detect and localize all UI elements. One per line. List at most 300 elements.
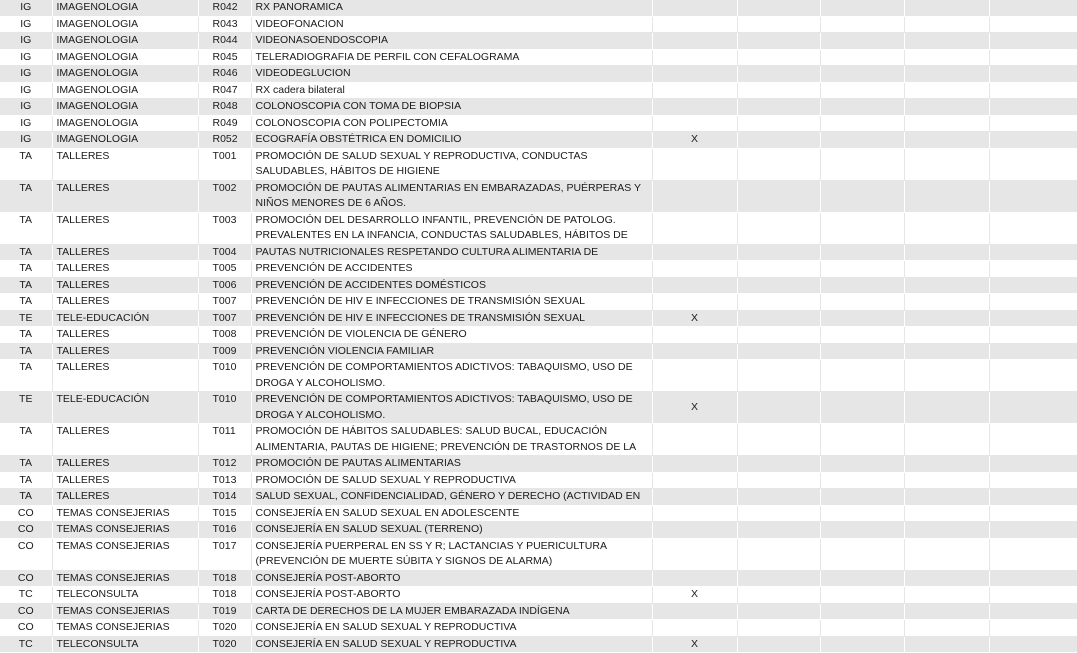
row-empty-cell [737,310,820,327]
row-empty-cell [989,603,1077,620]
row-empty-cell [989,538,1077,570]
row-empty-cell [737,570,820,587]
row-code: T018 [198,570,251,587]
table-row [0,456,1077,473]
row-empty-cell [904,49,989,66]
row-empty-cell [820,180,904,212]
row-empty-cell [989,132,1077,149]
row-empty-cell [737,489,820,506]
row-description: PREVENCIÓN DE ACCIDENTES [251,261,652,278]
row-code: T007 [198,310,251,327]
row-empty-cell [820,310,904,327]
row-check-mark: X [652,132,737,149]
row-description: RX PANORAMICA [251,0,652,16]
row-empty-cell [737,33,820,50]
row-check-mark [652,16,737,33]
row-check-mark [652,115,737,132]
row-empty-cell [904,522,989,539]
row-abbr: TA [0,472,52,489]
row-empty-cell [737,82,820,99]
row-category: TALLERES [52,424,198,456]
table-row [0,82,1077,99]
row-description: CONSEJERÍA EN SALUD SEXUAL EN ADOLESCENTE [251,505,652,522]
row-code: T011 [198,424,251,456]
row-abbr: CO [0,522,52,539]
row-empty-cell [820,49,904,66]
row-category: IMAGENOLOGIA [52,66,198,83]
row-abbr: TE [0,310,52,327]
row-empty-cell [904,0,989,16]
row-empty-cell [989,82,1077,99]
row-empty-cell [737,456,820,473]
row-code: R042 [198,0,251,16]
row-empty-cell [820,115,904,132]
row-empty-cell [820,392,904,424]
row-check-mark [652,261,737,278]
row-empty-cell [820,489,904,506]
row-empty-cell [904,277,989,294]
row-empty-cell [737,49,820,66]
row-abbr: TA [0,148,52,180]
table-row [0,392,1077,424]
row-description: PREVENCIÓN DE COMPORTAMIENTOS ADICTIVOS: TABAQUISMO, USO DE DROGA Y ALCOHOLISMO. [251,360,652,392]
row-empty-cell [989,392,1077,424]
table-row [0,327,1077,344]
row-empty-cell [904,82,989,99]
row-category: TEMAS CONSEJERIAS [52,522,198,539]
row-empty-cell [737,244,820,261]
row-description: CONSEJERÍA PUERPERAL EN SS Y R; LACTANCIAS Y PUERICULTURA (PREVENCIÓN DE MUERTE SÚBITA Y SIGNOS DE ALARMA) [251,538,652,570]
row-category: TELE-EDUCACIÓN [52,310,198,327]
table-row [0,261,1077,278]
row-empty-cell [989,570,1077,587]
row-code: T009 [198,343,251,360]
row-empty-cell [904,360,989,392]
row-description: PREVENCIÓN DE VIOLENCIA DE GÉNERO [251,327,652,344]
row-empty-cell [737,180,820,212]
row-code: T020 [198,636,251,653]
row-category: TEMAS CONSEJERIAS [52,505,198,522]
row-category: TALLERES [52,277,198,294]
table-row [0,33,1077,50]
row-empty-cell [820,360,904,392]
row-empty-cell [989,343,1077,360]
row-abbr: TA [0,424,52,456]
row-check-mark [652,294,737,311]
row-code: T008 [198,327,251,344]
row-empty-cell [737,472,820,489]
row-empty-cell [737,360,820,392]
table-row [0,636,1077,653]
row-empty-cell [989,99,1077,116]
table-row [0,148,1077,180]
row-description: SALUD SEXUAL, CONFIDENCIALIDAD, GÉNERO Y DERECHO (ACTIVIDAD EN [251,489,652,506]
row-abbr: IG [0,33,52,50]
table-row [0,522,1077,539]
row-category: TEMAS CONSEJERIAS [52,538,198,570]
row-check-mark [652,456,737,473]
row-empty-cell [820,33,904,50]
row-empty-cell [989,587,1077,604]
row-description: VIDEODEGLUCION [251,66,652,83]
row-empty-cell [989,0,1077,16]
row-abbr: TA [0,294,52,311]
table-row [0,277,1077,294]
row-description: PREVENCIÓN DE HIV E INFECCIONES DE TRANSMISIÓN SEXUAL [251,310,652,327]
row-empty-cell [820,327,904,344]
row-empty-cell [989,180,1077,212]
row-category: TALLERES [52,148,198,180]
row-check-mark [652,538,737,570]
row-category: TALLERES [52,472,198,489]
row-empty-cell [989,115,1077,132]
row-empty-cell [904,456,989,473]
row-empty-cell [989,310,1077,327]
row-description: CONSEJERÍA POST-ABORTO [251,587,652,604]
row-category: TALLERES [52,343,198,360]
row-code: T010 [198,360,251,392]
table-row [0,620,1077,637]
row-description: PREVENCIÓN DE ACCIDENTES DOMÉSTICOS [251,277,652,294]
row-empty-cell [820,636,904,653]
table-row [0,424,1077,456]
row-code: T015 [198,505,251,522]
row-category: TALLERES [52,294,198,311]
row-code: T012 [198,456,251,473]
row-abbr: IG [0,82,52,99]
row-empty-cell [737,0,820,16]
row-empty-cell [820,456,904,473]
row-category: IMAGENOLOGIA [52,132,198,149]
row-abbr: IG [0,115,52,132]
row-empty-cell [737,66,820,83]
row-code: T006 [198,277,251,294]
row-empty-cell [989,360,1077,392]
row-empty-cell [904,66,989,83]
row-category: TALLERES [52,180,198,212]
table-row [0,310,1077,327]
row-empty-cell [737,99,820,116]
row-check-mark [652,424,737,456]
row-category: TALLERES [52,244,198,261]
row-category: IMAGENOLOGIA [52,0,198,16]
row-empty-cell [904,132,989,149]
row-description: PROMOCIÓN DE HÁBITOS SALUDABLES: SALUD BUCAL, EDUCACIÓN ALIMENTARIA, PAUTAS DE HIGIENE; PREVENCIÓN DE TRASTORNOS DE LA [251,424,652,456]
row-code: T017 [198,538,251,570]
row-category: IMAGENOLOGIA [52,99,198,116]
table-row [0,244,1077,261]
row-description: PREVENCIÓN DE COMPORTAMIENTOS ADICTIVOS: TABAQUISMO, USO DE DROGA Y ALCOHOLISMO. [251,392,652,424]
row-empty-cell [989,261,1077,278]
row-abbr: TE [0,392,52,424]
row-empty-cell [737,522,820,539]
table-row [0,505,1077,522]
table-row [0,603,1077,620]
table-row [0,16,1077,33]
row-code: T010 [198,392,251,424]
row-empty-cell [737,603,820,620]
table-row [0,587,1077,604]
row-empty-cell [904,244,989,261]
row-empty-cell [820,261,904,278]
row-description: VIDEOFONACION [251,16,652,33]
row-empty-cell [737,132,820,149]
row-code: R045 [198,49,251,66]
row-category: IMAGENOLOGIA [52,82,198,99]
row-description: CONSEJERÍA EN SALUD SEXUAL (TERRENO) [251,522,652,539]
row-check-mark [652,0,737,16]
row-check-mark: X [652,310,737,327]
row-description: CONSEJERÍA POST-ABORTO [251,570,652,587]
row-empty-cell [989,489,1077,506]
row-empty-cell [989,294,1077,311]
row-category: IMAGENOLOGIA [52,115,198,132]
row-abbr: CO [0,603,52,620]
row-empty-cell [989,522,1077,539]
row-code: T014 [198,489,251,506]
row-check-mark [652,327,737,344]
row-description: RX cadera bilateral [251,82,652,99]
row-category: TALLERES [52,261,198,278]
row-description: PREVENCIÓN DE HIV E INFECCIONES DE TRANSMISIÓN SEXUAL [251,294,652,311]
row-check-mark [652,180,737,212]
row-abbr: CO [0,505,52,522]
row-empty-cell [737,115,820,132]
row-empty-cell [820,244,904,261]
row-empty-cell [737,636,820,653]
row-check-mark [652,244,737,261]
row-empty-cell [904,343,989,360]
row-abbr: TA [0,343,52,360]
row-abbr: TA [0,277,52,294]
row-empty-cell [820,472,904,489]
row-check-mark [652,522,737,539]
row-empty-cell [820,424,904,456]
row-empty-cell [820,0,904,16]
row-description: COLONOSCOPIA CON TOMA DE BIOPSIA [251,99,652,116]
table-row [0,212,1077,244]
row-empty-cell [737,343,820,360]
row-category: TALLERES [52,489,198,506]
row-empty-cell [820,343,904,360]
row-description: PROMOCIÓN DE SALUD SEXUAL Y REPRODUCTIVA [251,472,652,489]
row-empty-cell [737,277,820,294]
row-empty-cell [989,620,1077,637]
row-description: ECOGRAFÍA OBSTÉTRICA EN DOMICILIO [251,132,652,149]
row-empty-cell [820,82,904,99]
row-code: R046 [198,66,251,83]
row-code: T018 [198,587,251,604]
row-abbr: CO [0,570,52,587]
row-category: TALLERES [52,456,198,473]
row-empty-cell [904,636,989,653]
row-check-mark [652,472,737,489]
row-abbr: TA [0,244,52,261]
row-empty-cell [989,636,1077,653]
row-empty-cell [989,277,1077,294]
row-category: IMAGENOLOGIA [52,33,198,50]
row-category: TELECONSULTA [52,587,198,604]
row-empty-cell [820,148,904,180]
row-empty-cell [989,66,1077,83]
row-empty-cell [737,16,820,33]
row-empty-cell [820,620,904,637]
row-empty-cell [737,538,820,570]
row-empty-cell [989,456,1077,473]
table-row [0,570,1077,587]
row-empty-cell [820,505,904,522]
row-empty-cell [989,33,1077,50]
row-empty-cell [989,148,1077,180]
row-code: R049 [198,115,251,132]
row-empty-cell [820,99,904,116]
row-code: T001 [198,148,251,180]
row-category: IMAGENOLOGIA [52,16,198,33]
row-check-mark [652,603,737,620]
row-empty-cell [820,212,904,244]
table-row [0,132,1077,149]
row-description: CONSEJERÍA EN SALUD SEXUAL Y REPRODUCTIVA [251,620,652,637]
row-abbr: TC [0,587,52,604]
row-empty-cell [820,587,904,604]
table-row [0,472,1077,489]
row-empty-cell [989,327,1077,344]
row-check-mark [652,99,737,116]
row-empty-cell [904,115,989,132]
table-row [0,294,1077,311]
table-row [0,538,1077,570]
row-abbr: IG [0,16,52,33]
row-empty-cell [904,33,989,50]
table-row [0,115,1077,132]
row-abbr: TA [0,327,52,344]
row-empty-cell [737,212,820,244]
row-check-mark [652,505,737,522]
row-check-mark [652,148,737,180]
row-empty-cell [737,261,820,278]
row-empty-cell [904,505,989,522]
row-description: TELERADIOGRAFIA DE PERFIL CON CEFALOGRAMA [251,49,652,66]
row-description: PROMOCIÓN DEL DESARROLLO INFANTIL, PREVENCIÓN DE PATOLOG. PREVALENTES EN LA INFANCIA, CONDUCTAS SALUDABLES, HÁBITOS DE [251,212,652,244]
row-check-mark [652,489,737,506]
row-code: T019 [198,603,251,620]
row-check-mark [652,343,737,360]
row-empty-cell [820,538,904,570]
row-empty-cell [904,148,989,180]
row-check-mark [652,570,737,587]
row-empty-cell [737,294,820,311]
row-code: T013 [198,472,251,489]
row-empty-cell [989,505,1077,522]
row-category: TEMAS CONSEJERIAS [52,603,198,620]
row-check-mark [652,33,737,50]
row-code: T007 [198,294,251,311]
row-check-mark [652,66,737,83]
row-abbr: IG [0,49,52,66]
row-empty-cell [737,327,820,344]
row-empty-cell [820,16,904,33]
row-category: TEMAS CONSEJERIAS [52,570,198,587]
row-abbr: IG [0,0,52,16]
table-row [0,489,1077,506]
row-empty-cell [904,620,989,637]
row-empty-cell [904,99,989,116]
row-abbr: TA [0,489,52,506]
table-row [0,343,1077,360]
row-empty-cell [904,212,989,244]
row-empty-cell [904,261,989,278]
row-empty-cell [820,603,904,620]
row-description: CONSEJERÍA EN SALUD SEXUAL Y REPRODUCTIVA [251,636,652,653]
row-category: TALLERES [52,212,198,244]
row-empty-cell [737,392,820,424]
row-empty-cell [989,16,1077,33]
row-abbr: IG [0,99,52,116]
row-empty-cell [904,489,989,506]
row-empty-cell [820,570,904,587]
row-abbr: CO [0,538,52,570]
row-code: T005 [198,261,251,278]
row-empty-cell [820,294,904,311]
table-row [0,66,1077,83]
row-category: IMAGENOLOGIA [52,49,198,66]
row-empty-cell [904,16,989,33]
row-category: TEMAS CONSEJERIAS [52,620,198,637]
row-empty-cell [737,620,820,637]
row-empty-cell [904,603,989,620]
row-empty-cell [820,522,904,539]
row-empty-cell [904,392,989,424]
row-check-mark [652,277,737,294]
row-empty-cell [989,49,1077,66]
row-empty-cell [904,327,989,344]
row-code: T004 [198,244,251,261]
row-empty-cell [989,424,1077,456]
row-empty-cell [904,472,989,489]
row-abbr: CO [0,620,52,637]
row-check-mark: X [652,636,737,653]
table-row [0,180,1077,212]
row-check-mark [652,82,737,99]
table-row [0,0,1077,16]
row-description: PROMOCIÓN DE PAUTAS ALIMENTARIAS EN EMBARAZADAS, PUÉRPERAS Y NIÑOS MENORES DE 6 AÑOS. [251,180,652,212]
row-abbr: TA [0,180,52,212]
row-category: TALLERES [52,360,198,392]
row-code: T020 [198,620,251,637]
row-empty-cell [904,294,989,311]
row-empty-cell [989,472,1077,489]
row-description: PREVENCIÓN VIOLENCIA FAMILIAR [251,343,652,360]
row-empty-cell [904,587,989,604]
row-code: T003 [198,212,251,244]
row-empty-cell [820,132,904,149]
row-description: PROMOCIÓN DE SALUD SEXUAL Y REPRODUCTIVA, CONDUCTAS SALUDABLES, HÁBITOS DE HIGIENE [251,148,652,180]
row-category: TELECONSULTA [52,636,198,653]
row-empty-cell [904,570,989,587]
table-row [0,360,1077,392]
row-description: PROMOCIÓN DE PAUTAS ALIMENTARIAS [251,456,652,473]
row-description: CARTA DE DERECHOS DE LA MUJER EMBARAZADA INDÍGENA [251,603,652,620]
row-check-mark [652,360,737,392]
row-empty-cell [737,587,820,604]
row-empty-cell [904,538,989,570]
row-abbr: TA [0,261,52,278]
row-abbr: TA [0,212,52,244]
row-check-mark: X [652,587,737,604]
row-abbr: IG [0,66,52,83]
row-check-mark [652,49,737,66]
row-empty-cell [737,505,820,522]
